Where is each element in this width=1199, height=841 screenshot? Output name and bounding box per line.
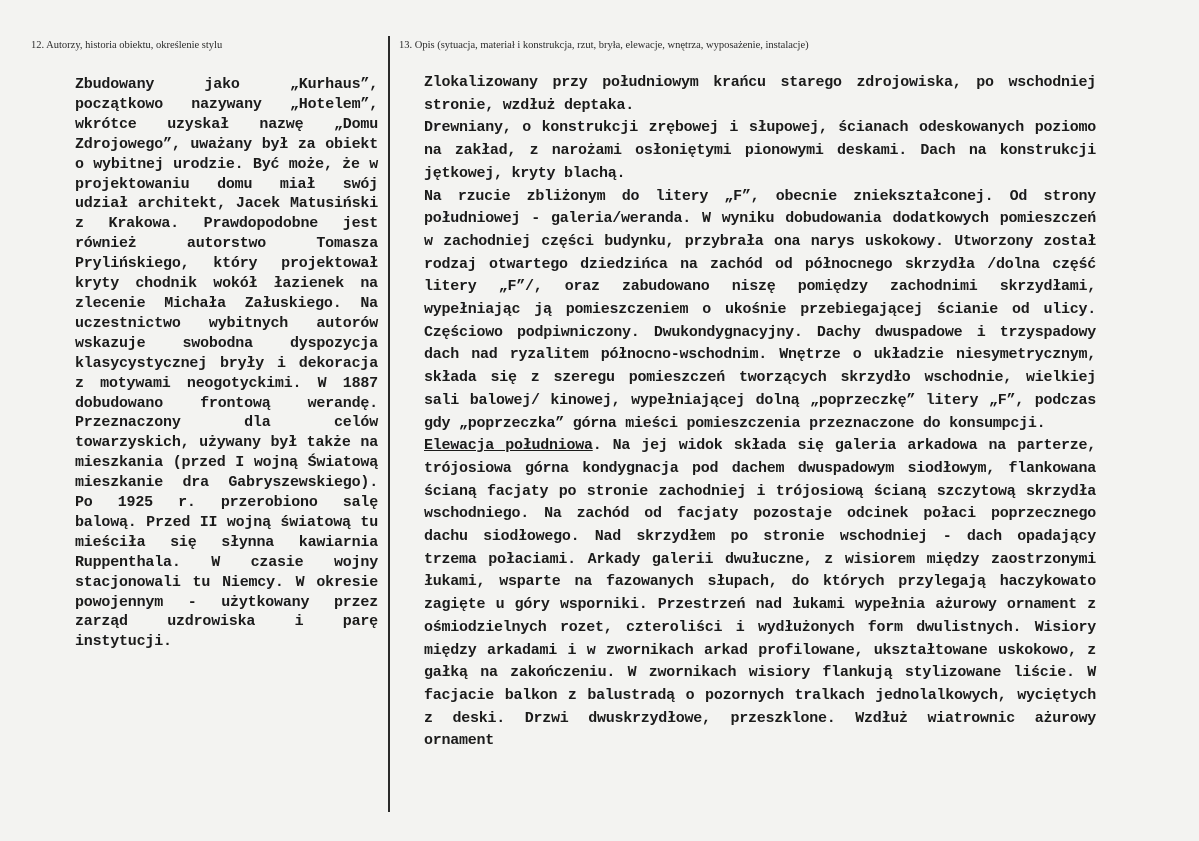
section-12-header: 12. Autorzy, historia obiektu, określenie stylu [31, 40, 223, 51]
description-plan: Na rzucie zbliżonym do litery „F”, obecnie zniekształconej. Od strony południowej - galeria/weranda. W wyniku dobudowania dodatkowych pomieszczeń w zachodniej części budynku, przybrała ona narys uskokowy. Utworzony został rodzaj otwartego dziedzińca na zachód od północnego skrzydła /dolna część litery „F”/, oraz zabudowano niszę pomiędzy zachodnimi skrzydłami, wypełniając ją pomieszczeniem o ukośnie przebiegającej ścianie od ulicy. Częściowo podpiwniczony. Dwukondygnacyjny. Dachy dwuspadowe i trzyspadowy dach nad ryzalitem północno-wschodnim. Wnętrze o układzie niesymetrycznym, składa się z szeregu pomieszczeń tworzących skrzydło wschodnie, wielkiej sali balowej/ kinowej, wypełniającej dolną „poprzeczkę” litery „F”, podczas gdy „poprzeczka” górna mieści pomieszczenia przeznaczone do konsumpcji. [424, 187, 1096, 432]
south-elevation-text: . Na jej widok składa się galeria arkadowa na parterze, trójosiowa górna kondygnacja pod dachem dwuspadowym siodłowym, flankowana ścianą facjaty po stronie zachodniej i trójosiową ścianą szczytową skrzydła wschodniego. Na zachód od facjaty pozostaje odcinek połaci poprzecznego dachu siodłowego. Nad skrzydłem po stronie wschodniej - dach opadający trzema połaciami. Arkady galerii dwułuczne, z wisiorem między zaostrzonymi łukami, wsparte na fazowanych słupach, do których przylegają haczykowato zagięte u góry wsporniki. Przestrzeń nad łukami wypełnia ażurowy ornament z ośmiodzielnych rozet, czteroliści i wydłużonych form dwulistnych. Wisiory między arkadami i w zwornikach arkad profilowane, ukształtowane uskokowo, z gałką na zakończeniu. W zwornikach wisiory flankują stylizowane liście. W facjacie balkon z balustradą o pozornych tralkach jednolalkowych, wyciętych z deski. Drzwi dwuskrzydłowe, przeszklone. Wzdłuż wiatrownic ażurowy ornament [424, 437, 1096, 750]
history-text: Zbudowany jako „Kurhaus”, początkowo nazywany „Hotelem”, wkrótce uzyskał nazwę „Domu Zdrojowego”, uważany był za obiekt o wybitnej urodzie. Być może, że w projektowaniu domu miał swój udział architekt, Jacek Matusiński z Krakowa. Prawdopodobne jest również autorstwo Tomasza Prylińskiego, który projektował kryty chodnik wokół łazienek na zlecenie Michała Załuskiego. Na uczestnictwo wybitnych autorów wskazuje swobodna dyspozycja klasycystycznej bryły i dekoracja z motywami neogotyckimi. W 1887 dobudowano frontową werandę. Przeznaczony dla celów towarzyskich, używany był także na mieszkania (przed I wojną Światową mieszkanie dra Gabryszewskiego). Po 1925 r. przerobiono salę balową. Przed II wojną światową tu mieściła się słynna kawiarnia Ruppenthala. W czasie wojny stacjonowali tu Niemcy. W okresie powojennym - użytkowany przez zarząd uzdrowiska i parę instytucji. [75, 76, 378, 651]
description-construction: Drewniany, o konstrukcji zrębowej i słupowej, ścianach odeskowanych poziomo na zakład, z narożami osłoniętymi pionowymi deskami. Dach na konstrukcji jętkowej, kryty blachą. [424, 119, 1096, 182]
description-location: Zlokalizowany przy południowym krańcu starego zdrojowiska, po wschodniej stronie, wzdłuż deptaka. [424, 74, 1096, 114]
south-elevation-heading: Elewacja południowa [424, 437, 593, 455]
description-south-elevation [424, 435, 1096, 753]
column-divider [388, 36, 390, 812]
section-13-header: 13. Opis (sytuacja, materiał i konstrukcja, rzut, bryła, elewacje, wnętrza, wyposażenie, instalacje) [399, 40, 809, 51]
description-text [424, 72, 1096, 753]
